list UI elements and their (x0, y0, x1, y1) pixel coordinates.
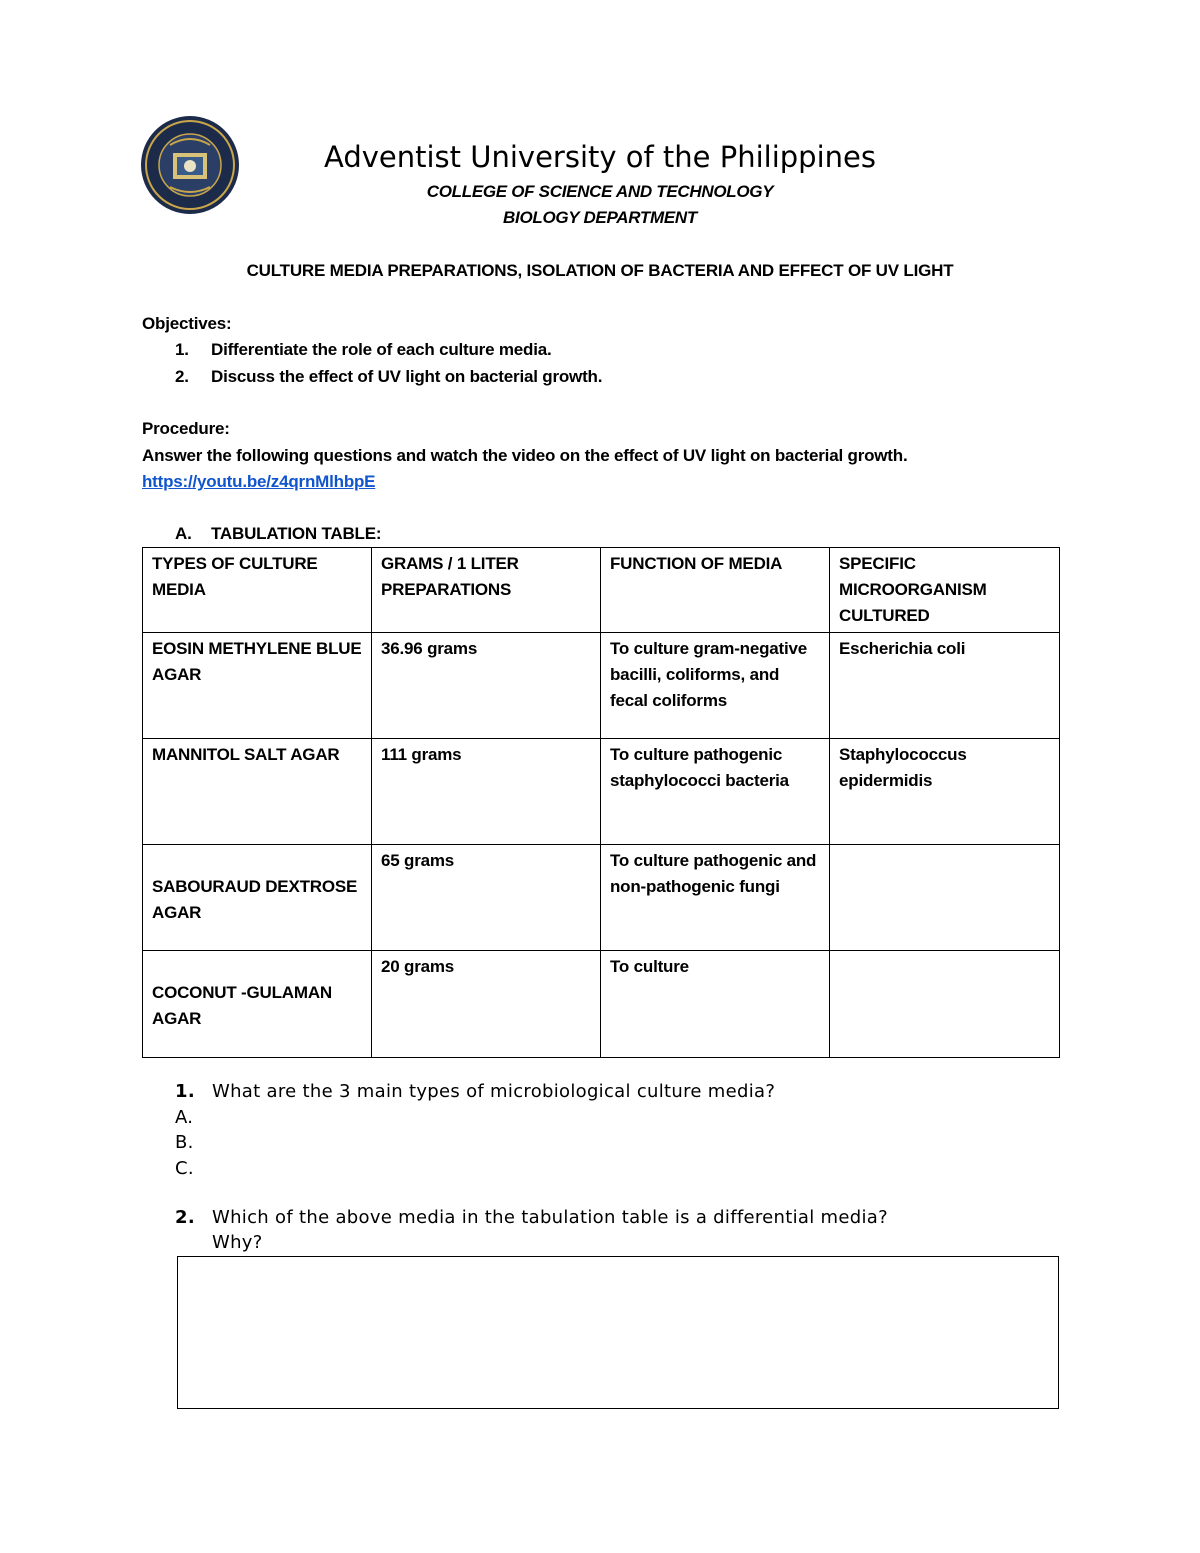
answer-box[interactable] (177, 1256, 1059, 1409)
university-name: Adventist University of the Philippines (324, 140, 876, 174)
section-letter: A. (175, 524, 192, 543)
procedure-text: Answer the following questions and watch the video on the effect of UV light on bacterial growth. (142, 446, 908, 465)
table-cell[interactable]: 65 grams (372, 845, 601, 951)
table-cell[interactable]: To culture pathogenic and non-pathogenic fungi (601, 845, 830, 951)
answer-option[interactable]: B. (175, 1132, 194, 1153)
table-cell[interactable]: To culture gram-negative bacilli, coliforms, and fecal coliforms (601, 633, 830, 739)
question-number: 1. (175, 1081, 195, 1102)
question-text: What are the 3 main types of microbiological culture media? (212, 1081, 776, 1102)
table-cell[interactable]: COCONUT -GULAMAN AGAR (143, 951, 372, 1058)
table-cell[interactable]: SABOURAUD DEXTROSE AGAR (143, 845, 372, 951)
table-row (143, 739, 1060, 845)
answer-option[interactable]: C. (175, 1158, 194, 1179)
table-cell[interactable] (830, 951, 1060, 1058)
table-cell[interactable] (830, 845, 1060, 951)
question-number: 2. (175, 1207, 195, 1228)
table-row (143, 633, 1060, 739)
column-header: GRAMS / 1 LITER PREPARATIONS (372, 548, 601, 633)
objective-text: Differentiate the role of each culture media. (211, 340, 552, 359)
column-header: SPECIFIC MICROORGANISM CULTURED (830, 548, 1060, 633)
objective-text: Discuss the effect of UV light on bacterial growth. (211, 367, 603, 386)
table-cell[interactable]: To culture pathogenic staphylococci bacteria (601, 739, 830, 845)
table-header-row (143, 548, 1060, 633)
table-row (143, 845, 1060, 951)
video-link[interactable]: https://youtu.be/z4qrnMlhbpE (142, 472, 376, 491)
table-cell[interactable]: 20 grams (372, 951, 601, 1058)
tabulation-heading: TABULATION TABLE: (211, 524, 382, 543)
tabulation-table (142, 547, 1060, 1058)
question-text-continued: Why? (212, 1232, 263, 1253)
table-cell[interactable]: Staphylococcus epidermidis (830, 739, 1060, 845)
table-cell[interactable]: Escherichia coli (830, 633, 1060, 739)
document-title: CULTURE MEDIA PREPARATIONS, ISOLATION OF BACTERIA AND EFFECT OF UV LIGHT (246, 261, 954, 280)
question-text: Which of the above media in the tabulation table is a differential media? (212, 1207, 888, 1228)
procedure-heading: Procedure: (142, 419, 230, 438)
college-name: COLLEGE OF SCIENCE AND TECHNOLOGY (426, 182, 774, 201)
answer-option[interactable]: A. (175, 1107, 194, 1128)
table-row (143, 951, 1060, 1058)
table-cell[interactable]: 36.96 grams (372, 633, 601, 739)
table-cell[interactable]: MANNITOL SALT AGAR (143, 739, 372, 845)
table-cell[interactable]: EOSIN METHYLENE BLUE AGAR (143, 633, 372, 739)
table-cell[interactable]: To culture (601, 951, 830, 1058)
objectives-heading: Objectives: (142, 314, 232, 333)
table-cell[interactable]: 111 grams (372, 739, 601, 845)
column-header: TYPES OF CULTURE MEDIA (143, 548, 372, 633)
column-header: FUNCTION OF MEDIA (601, 548, 830, 633)
department-name: BIOLOGY DEPARTMENT (503, 208, 697, 227)
objective-number: 1. (175, 340, 189, 359)
objective-number: 2. (175, 367, 189, 386)
